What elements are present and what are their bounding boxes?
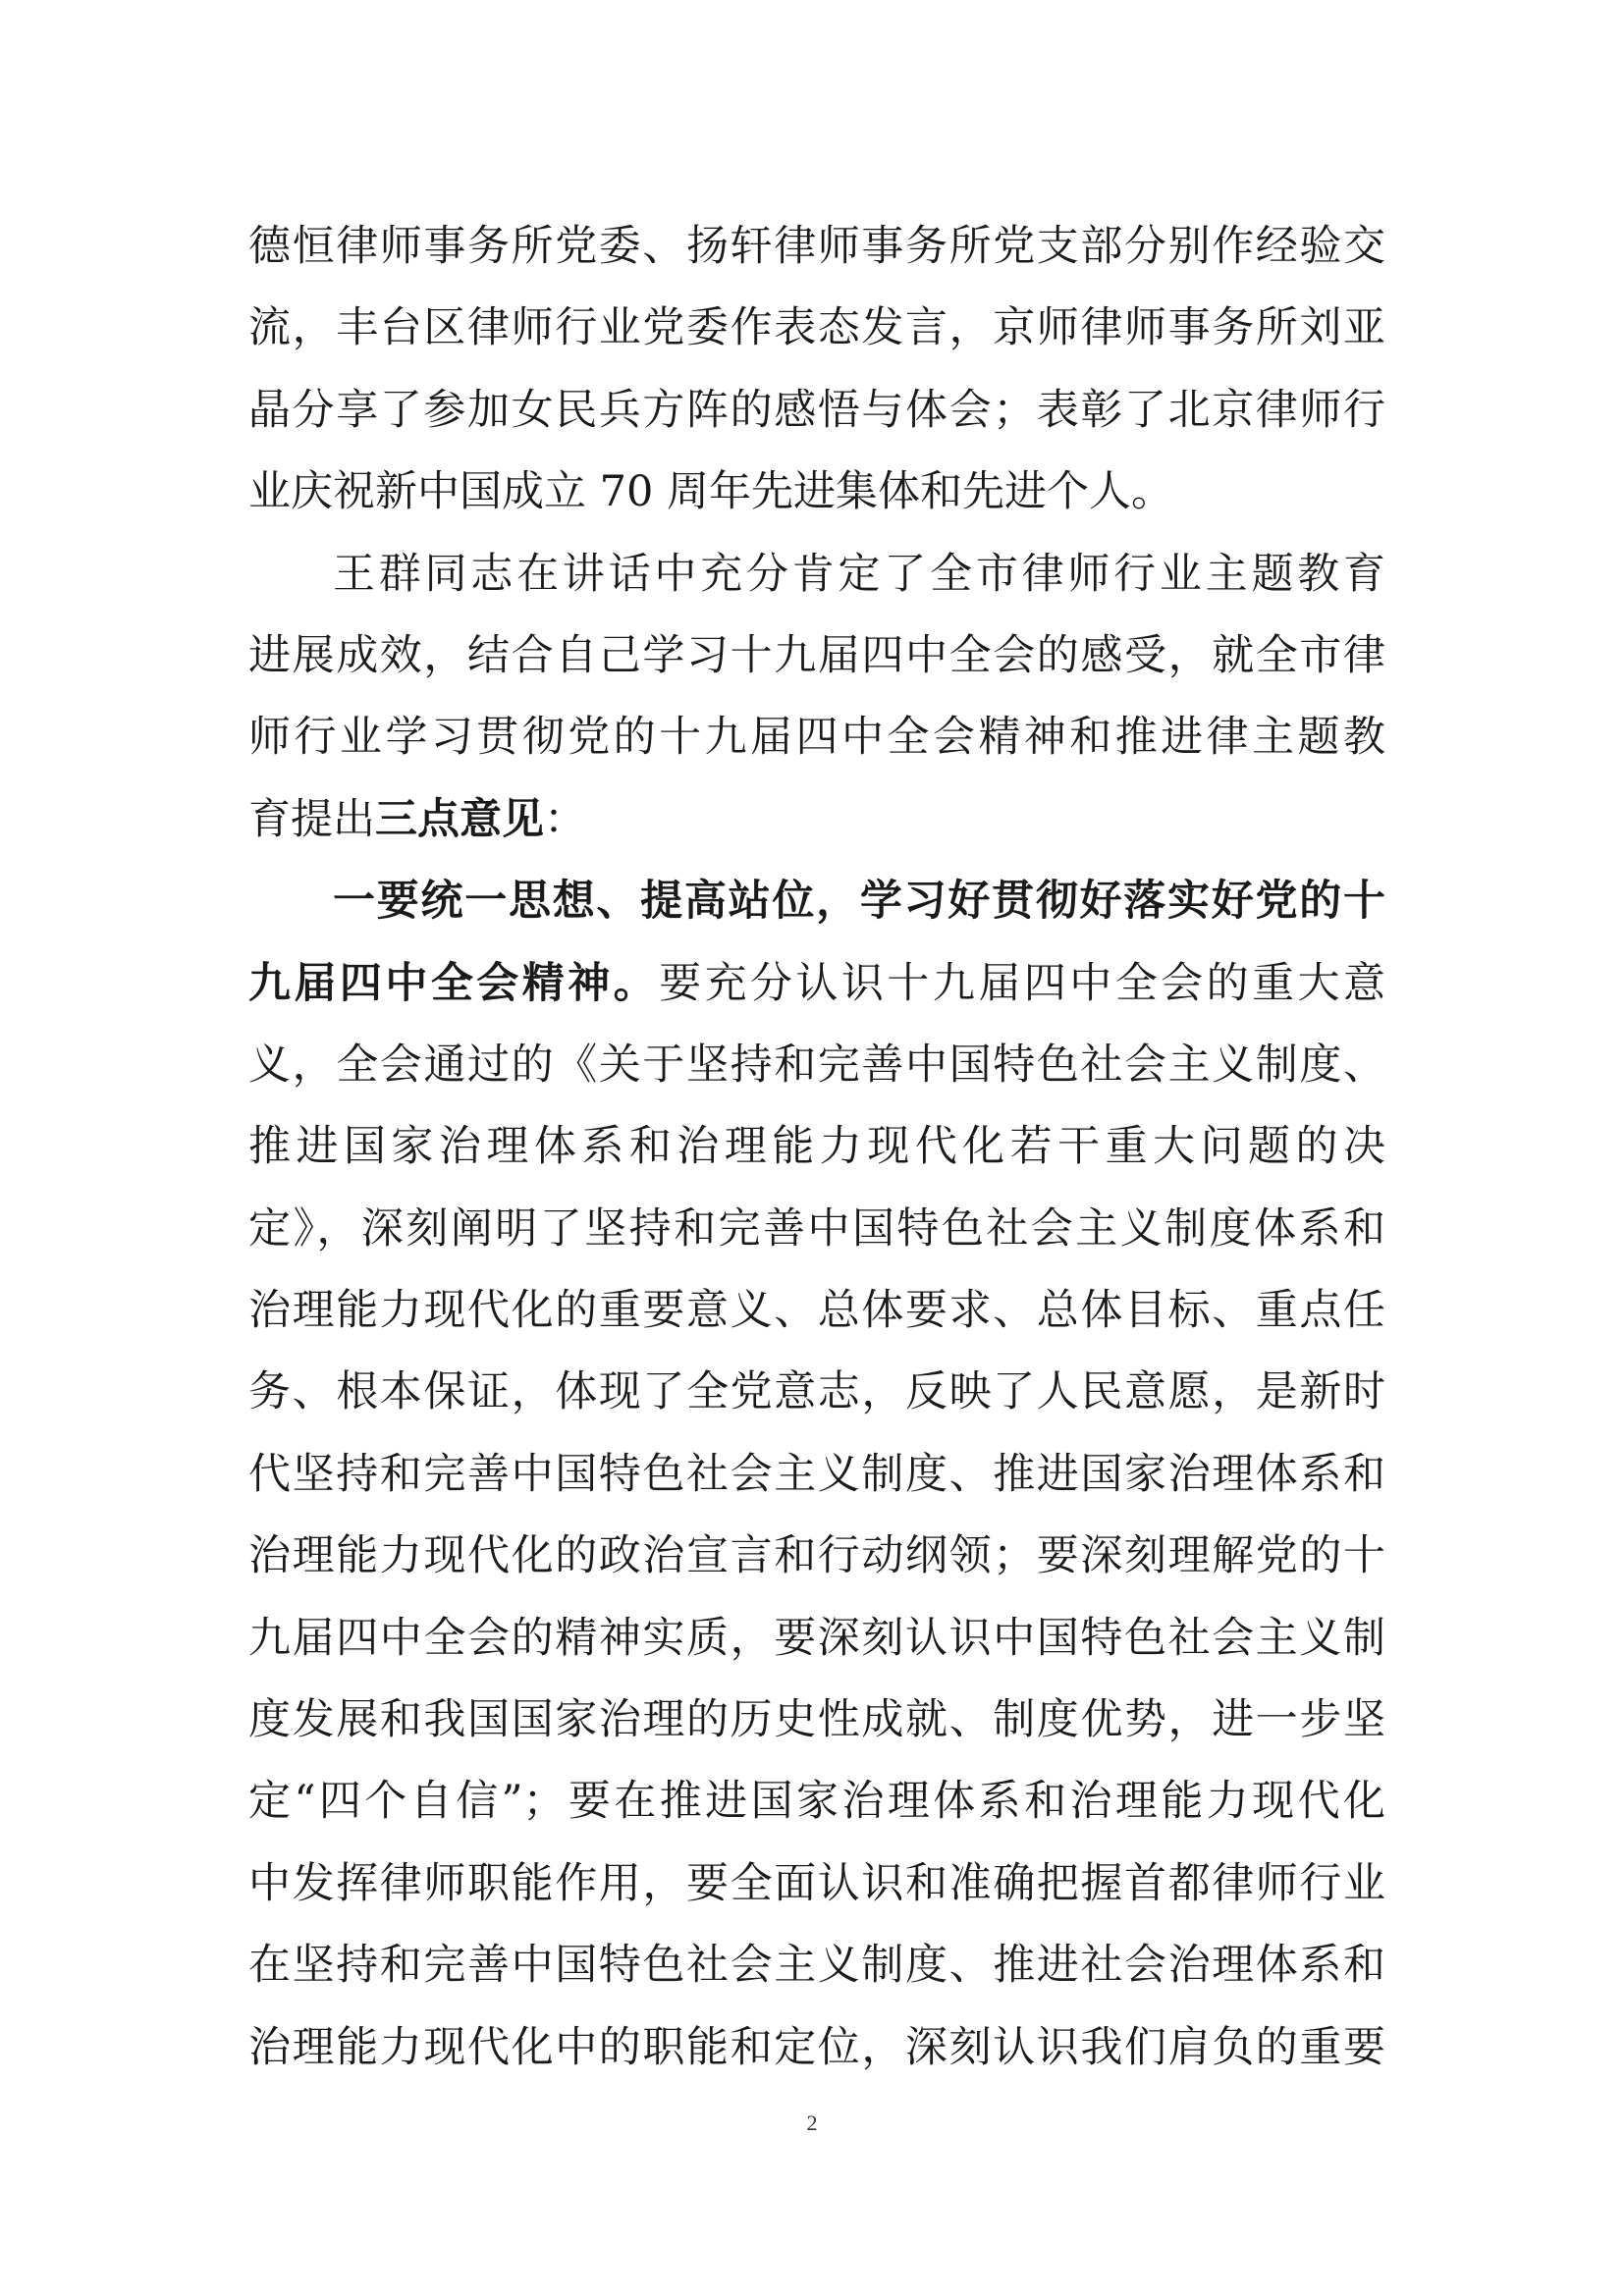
text-line: 治理能力现代化的政治宣言和行动纲领；要深刻理解党的十 — [248, 1531, 1385, 1581]
text-line: 九届四中全会的精神实质，要深刻认识中国特色社会主义制 — [248, 1613, 1385, 1663]
text-line: 定》，深刻阐明了坚持和完善中国特色社会主义制度体系和 — [248, 1203, 1385, 1254]
paragraph-first-line: 王群同志在讲话中充分肯定了全市律师行业主题教育 — [333, 549, 1385, 599]
text-run: ： — [544, 794, 586, 844]
text-line: 治理能力现代化的重要意义、总体要求、总体目标、重点任 — [248, 1286, 1385, 1336]
text-line: 德恒律师事务所党委、扬轩律师事务所党支部分别作经验交 — [248, 222, 1385, 271]
text-line: 流，丰台区律师行业党委作表态发言，京师律师事务所刘亚 — [248, 303, 1385, 353]
bold-heading-text: 一要统一思想、提高站位，学习好贯彻好落实好党的十 — [333, 877, 1385, 927]
text-line: 代坚持和完善中国特色社会主义制度、推进国家治理体系和 — [248, 1449, 1385, 1499]
text-line: 定“四个自信”；要在推进国家治理体系和治理能力现代化 — [248, 1777, 1385, 1827]
paragraph-first-line — [248, 861, 1385, 942]
text-run: 育提出 — [248, 794, 375, 844]
text-line — [248, 779, 1385, 861]
text-line: 推进国家治理体系和治理能力现代化若干重大问题的决 — [248, 1122, 1385, 1172]
text-line: 务、根本保证，体现了全党意志，反映了人民意愿，是新时 — [248, 1367, 1385, 1417]
text-line: 治理能力现代化中的职能和定位，深刻认识我们肩负的重要 — [248, 2022, 1385, 2072]
text-line: 义，全会通过的《关于坚持和完善中国特色社会主义制度、 — [248, 1040, 1385, 1090]
text-line: 中发挥律师职能作用，要全面认识和准确把握首都律师行业 — [248, 1858, 1385, 1908]
text-line: 师行业学习贯彻党的十九届四中全会精神和推进律主题教 — [248, 713, 1385, 763]
text-line: 进展成效，结合自己学习十九届四中全会的感受，就全市律 — [248, 630, 1385, 680]
bold-text-run: 三点意见 — [375, 794, 544, 844]
bold-heading-text: 九届四中全会精神。 — [248, 958, 660, 1008]
text-run: 要充分认识十九届四中全会的重大意 — [659, 958, 1385, 1008]
page-number: 2 — [806, 2110, 818, 2135]
text-line — [248, 943, 1385, 1025]
text-line: 在坚持和完善中国特色社会主义制度、推进社会治理体系和 — [248, 1941, 1385, 1991]
body-text — [248, 206, 1385, 2089]
text-line: 度发展和我国国家治理的历史性成就、制度优势，进一步坚 — [248, 1695, 1385, 1745]
text-line: 晶分享了参加女民兵方阵的感悟与体会；表彰了北京律师行 — [248, 385, 1385, 435]
text-line: 业庆祝新中国成立 70 周年先进集体和先进个人。 — [248, 467, 1174, 517]
